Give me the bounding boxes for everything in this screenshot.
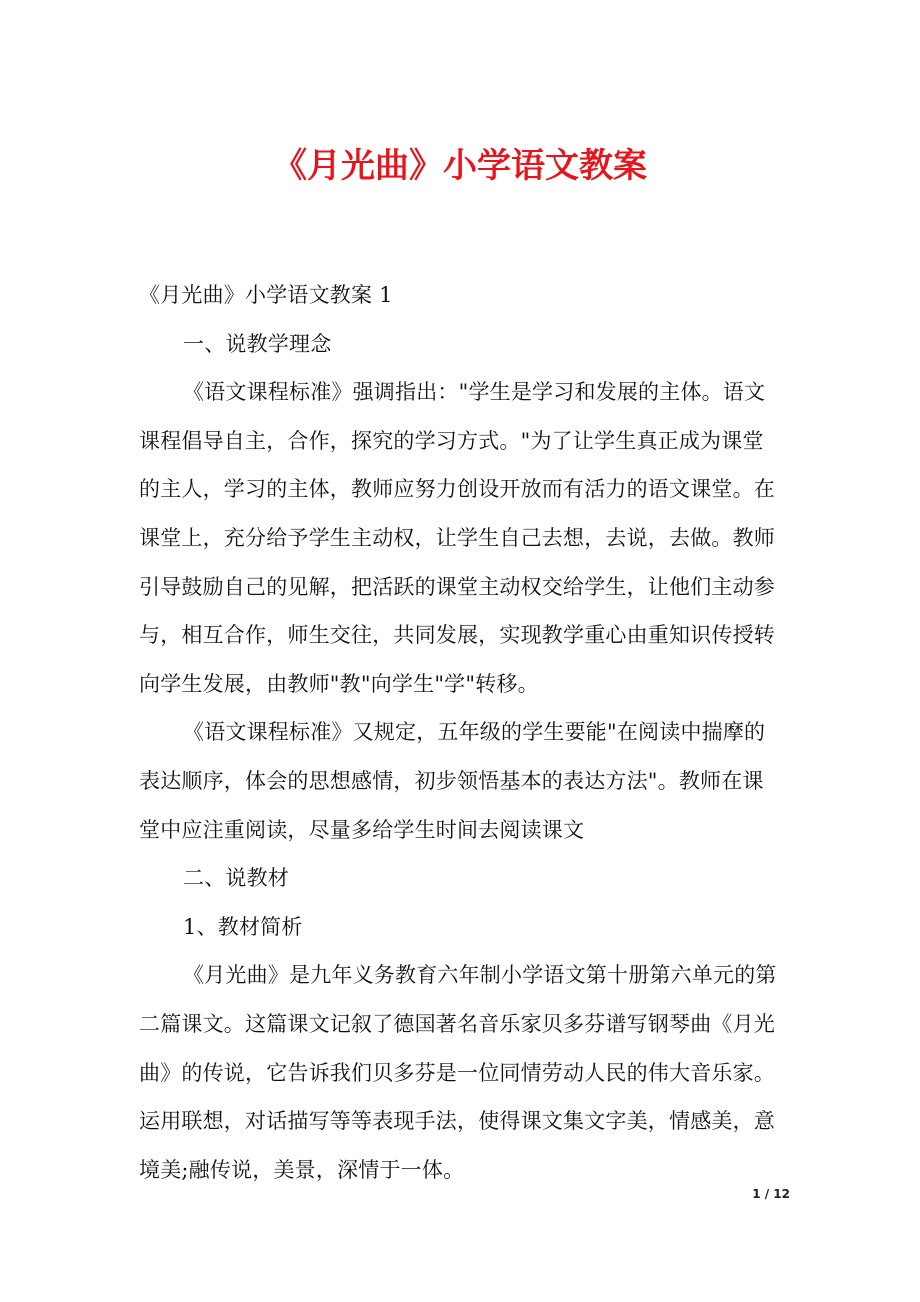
text-line: 课程倡导自主，合作，探究的学习方式。"为了让学生真正成为课堂 bbox=[139, 428, 764, 453]
text-line: 与，相互合作，师生交往，共同发展，实现教学重心由重知识传授转 bbox=[139, 623, 775, 648]
text-line: 《语文课程标准》又规定，五年级的学生要能"在阅读中揣摩的 bbox=[183, 720, 766, 745]
text-line: 向学生发展，由教师"教"向学生"学"转移。 bbox=[139, 671, 539, 696]
text-line: 一、说教学理念 bbox=[183, 331, 332, 356]
text-line: 《月光曲》是九年义务教育六年制小学语文第十册第六单元的第 bbox=[183, 963, 777, 988]
text-line: 堂中应注重阅读，尽量多给学生时间去阅读课文 bbox=[139, 817, 585, 842]
text-line: 二篇课文。这篇课文记叙了德国著名音乐家贝多芬谱写钢琴曲《月光 bbox=[139, 1011, 775, 1036]
text-line: 课堂上，充分给予学生主动权，让学生自己去想，去说，去做。教师 bbox=[139, 525, 775, 550]
document-title: 《月光曲》小学语文教案 bbox=[273, 146, 647, 186]
page-number: 1 / 12 bbox=[752, 1187, 790, 1201]
text-line: 表达顺序，体会的思想感情，初步领悟基本的表达方法"。教师在课 bbox=[139, 768, 764, 793]
text-line: 引导鼓励自己的见解，把活跃的课堂主动权交给学生，让他们主动参 bbox=[139, 574, 775, 599]
text-line: 二、说教材 bbox=[183, 866, 289, 891]
text-line: 境美;融传说，美景，深情于一体。 bbox=[139, 1157, 465, 1182]
document-body bbox=[139, 271, 801, 1194]
text-line: 1、教材简析 bbox=[183, 914, 303, 939]
text-line: 《月光曲》小学语文教案 1 bbox=[139, 283, 393, 307]
text-line: 运用联想，对话描写等等表现手法，使得课文集文字美，情感美，意 bbox=[139, 1109, 775, 1134]
text-line: 《语文课程标准》强调指出："学生是学习和发展的主体。语文 bbox=[183, 380, 766, 405]
text-line: 的主人，学习的主体，教师应努力创设开放而有活力的语文课堂。在 bbox=[139, 477, 775, 502]
text-line: 曲》的传说，它告诉我们贝多芬是一位同情劳动人民的伟大音乐家。 bbox=[139, 1060, 775, 1085]
